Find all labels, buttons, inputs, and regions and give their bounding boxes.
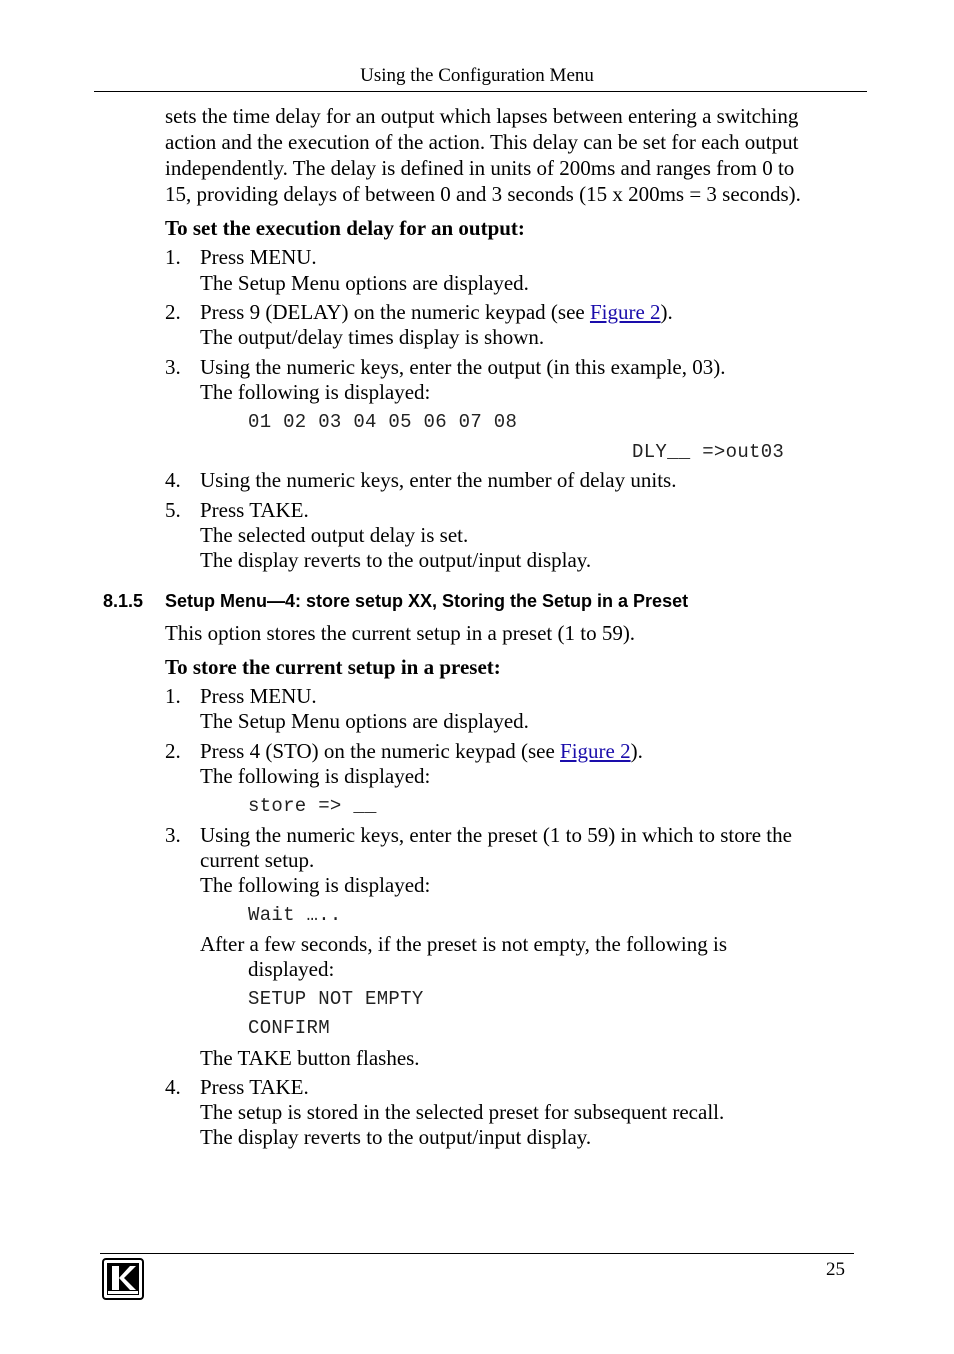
note-text: displayed: xyxy=(248,957,335,981)
step-number: 1. xyxy=(165,245,181,269)
intro-line: independently. The delay is defined in units of 200ms and ranges from 0 to xyxy=(165,156,795,180)
step-text: Press TAKE. xyxy=(200,498,309,522)
section-number: 8.1.5 xyxy=(103,591,144,611)
step-text-before: Press 4 (STO) on the numeric keypad (see xyxy=(200,739,561,763)
step-number: 5. xyxy=(165,498,181,522)
kramer-logo xyxy=(102,1258,144,1300)
step-text xyxy=(200,738,643,764)
display-readout: DLY__ =>out03 xyxy=(632,441,785,463)
step-text: current setup. xyxy=(200,848,315,872)
section-title: Setup Menu—4: store setup XX, Storing the Setup in a Preset xyxy=(165,591,689,611)
step-result: The following is displayed: xyxy=(200,873,431,897)
note-text: After a few seconds, if the preset is not empty, the following is xyxy=(200,932,728,956)
step-result: The Setup Menu options are displayed. xyxy=(200,271,529,295)
step-text-after: ). xyxy=(630,739,643,763)
kramer-logo-icon xyxy=(102,1258,144,1300)
step-number: 2. xyxy=(165,300,181,324)
procedure-heading: To store the current setup in a preset: xyxy=(165,655,501,679)
step-text: Using the numeric keys, enter the preset (1 to 59) in which to store the xyxy=(200,823,792,847)
step-number: 4. xyxy=(165,468,181,492)
step-result: The Setup Menu options are displayed. xyxy=(200,709,529,733)
display-readout: store => __ xyxy=(248,795,377,817)
display-readout: SETUP NOT EMPTY xyxy=(248,988,424,1010)
page-header-title: Using the Configuration Menu xyxy=(360,65,594,86)
step-result: The selected output delay is set. xyxy=(200,523,469,547)
step-text: Press TAKE. xyxy=(200,1075,309,1099)
step-text: Press MENU. xyxy=(200,245,317,269)
step-result: The output/delay times display is shown. xyxy=(200,325,545,349)
note-text: The TAKE button flashes. xyxy=(200,1046,420,1070)
page-number: 25 xyxy=(826,1259,845,1280)
header-rule xyxy=(94,91,867,92)
step-result: The setup is stored in the selected preset for subsequent recall. xyxy=(200,1100,725,1124)
step-text-after: ). xyxy=(660,300,673,324)
step-number: 1. xyxy=(165,684,181,708)
figure-2-link[interactable]: Figure 2 xyxy=(560,739,631,763)
step-text: Using the numeric keys, enter the output (in this example, 03). xyxy=(200,355,726,379)
display-readout: Wait ….. xyxy=(248,904,342,926)
figure-2-link[interactable]: Figure 2 xyxy=(589,300,661,324)
procedure-heading: To set the execution delay for an output: xyxy=(165,216,525,240)
display-readout: CONFIRM xyxy=(248,1017,330,1039)
intro-line: sets the time delay for an output which lapses between entering a switching xyxy=(165,104,799,128)
step-text-before: Press 9 (DELAY) on the numeric keypad (see xyxy=(200,300,590,324)
intro-line: action and the execution of the action. This delay can be set for each output xyxy=(165,130,799,154)
step-result: The following is displayed: xyxy=(200,380,431,404)
step-result: The display reverts to the output/input display. xyxy=(200,1125,592,1149)
display-readout: 01 02 03 04 05 06 07 08 xyxy=(248,411,518,433)
step-text: Using the numeric keys, enter the number of delay units. xyxy=(200,468,677,492)
step-text xyxy=(200,299,673,325)
footer-rule xyxy=(100,1253,854,1254)
step-number: 4. xyxy=(165,1075,181,1099)
section-intro: This option stores the current setup in a preset (1 to 59). xyxy=(165,621,636,645)
step-number: 3. xyxy=(165,823,181,847)
step-text: Press MENU. xyxy=(200,684,317,708)
step-result: The following is displayed: xyxy=(200,764,431,788)
step-number: 3. xyxy=(165,355,181,379)
intro-line: 15, providing delays of between 0 and 3 seconds (15 x 200ms = 3 seconds). xyxy=(165,182,801,206)
step-result: The display reverts to the output/input display. xyxy=(200,548,592,572)
step-number: 2. xyxy=(165,739,181,763)
